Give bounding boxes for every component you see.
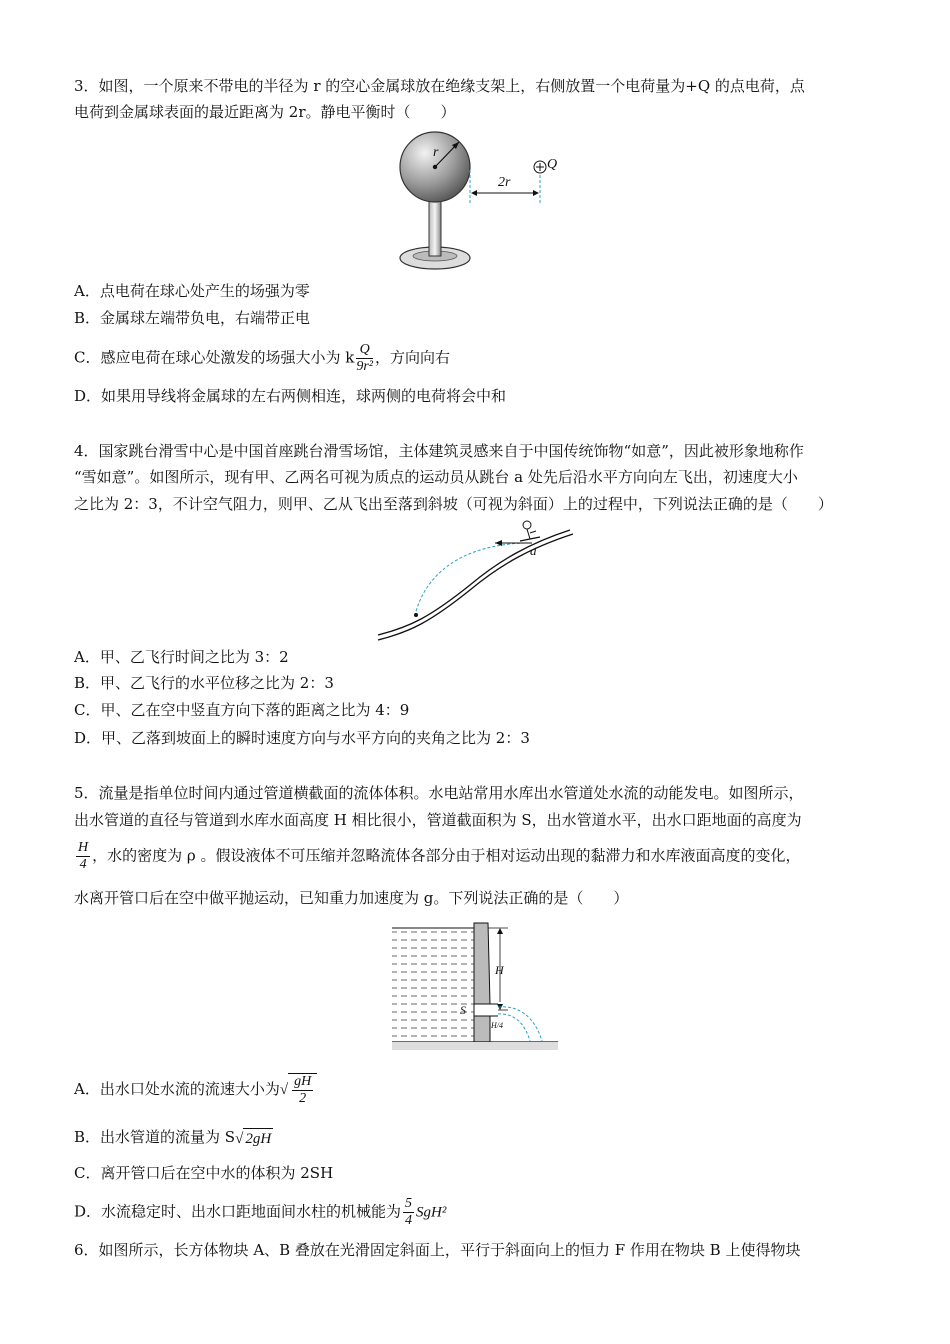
takeoff-point-label: a: [530, 543, 537, 558]
q3-c-fraction: $\frac{Q}{\text{9r²}}$: [356, 342, 373, 374]
q4-stem-line3: 之比为 2：3，不计空气阻力，则甲、乙从飞出至落到斜坡（可视为斜面）上的过程中，下列说法正确的是（ ）: [74, 495, 833, 513]
reservoir-water: [392, 930, 474, 1042]
q5-b-sqrt: √ 2gH: [235, 1128, 273, 1149]
q5-stem-line4: 水离开管口后在空中做平抛运动，已知重力加速度为 g。下列说法正确的是（ ）: [74, 889, 629, 907]
q5-figure: [390, 920, 560, 1052]
q5-stem-line3: $\frac{H}{4}$ ，水的密度为 ρ 。假设液体不可压缩并忽略流体各部分由于相对运动出现的黏滞力和水库液面高度的变化，: [78, 840, 801, 872]
q5-h4-fraction: $\frac{H}{4}$: [78, 840, 89, 872]
q4-option-d: D．甲、乙落到坡面上的瞬时速度方向与水平方向的夹角之比为 2：3: [74, 729, 530, 747]
q4-figure: [370, 515, 580, 645]
q3-option-a: A．点电荷在球心处产生的场强为零: [74, 282, 310, 300]
q3-stem-line1: 3．如图，一个原来不带电的半径为 r 的空心金属球放在绝缘支架上，右侧放置一个电荷量为+Q 的点电荷，点: [74, 77, 805, 95]
q5-stem-line1: 5．流量是指单位时间内通过管道横截面的流体体积。水电站常用水库出水管道处水流的动能发电。如图所示，: [74, 784, 804, 802]
height-H4-label: H/4: [491, 1021, 503, 1030]
distance-label: 2r: [498, 175, 511, 190]
q5-option-c: C．离开管口后在空中水的体积为 2SH: [74, 1164, 334, 1182]
q5-option-d: D．水流稳定时、出水口距地面间水柱的机械能为 $\frac{5}{4}$ SgH²: [74, 1196, 447, 1228]
q6-stem-line1: 6．如图所示，长方体物块 A、B 叠放在光滑固定斜面上，平行于斜面向上的恒力 F 作用在物块 B 上使得物块: [74, 1241, 801, 1259]
q5-option-a: A．出水口处水流的流速大小为√ $\frac{gH}{2}$: [74, 1073, 317, 1107]
charge-label: Q: [547, 157, 558, 172]
q4-option-b: B．甲、乙飞行的水平位移之比为 2：3: [74, 674, 334, 692]
q3-option-d: D．如果用导线将金属球的左右两侧相连，球两侧的电荷将会中和: [74, 387, 507, 405]
q5-d-fraction: $\frac{5}{4}$: [405, 1196, 413, 1228]
dam: [474, 923, 490, 1004]
height-H-label: H: [495, 963, 504, 977]
trajectory-dashed: [415, 543, 525, 615]
q3-stem-line2: 电荷到金属球表面的最近距离为 2r。静电平衡时（ ）: [74, 103, 456, 121]
q3-option-b: B．金属球左端带负电，右端带正电: [74, 309, 311, 327]
q3-figure: [395, 130, 575, 275]
q4-option-a: A．甲、乙飞行时间之比为 3：2: [74, 648, 289, 666]
area-S-label: S: [460, 1003, 466, 1017]
q5-stem-line2: 出水管道的直径与管道到水库水面高度 H 相比很小，管道截面积为 S，出水管道水平，出水口距地面的高度为: [74, 811, 802, 829]
water-jet-upper: [498, 1007, 542, 1041]
q5-option-b: B．出水管道的流量为 S√ 2gH: [74, 1128, 272, 1147]
q5-a-sqrt: √ $\frac{gH}{2}$: [280, 1073, 317, 1107]
radius-label: r: [433, 145, 439, 160]
q3-option-c: C．感应电荷在球心处激发的场强大小为 k $\frac{Q}{\text{9r²}}$ ，方向向右: [74, 342, 451, 374]
q4-stem-line1: 4．国家跳台滑雪中心是中国首座跳台滑雪场馆，主体建筑灵感来自于中国传统饰物“如意”，因此被形象地称作: [74, 442, 804, 460]
q4-option-c: C．甲、乙在空中竖直方向下落的距离之比为 4：9: [74, 701, 410, 719]
q4-stem-line2: “雪如意”。如图所示，现有甲、乙两名可视为质点的运动员从跳台 a 处先后沿水平方向向左飞出，初速度大小: [74, 468, 798, 486]
